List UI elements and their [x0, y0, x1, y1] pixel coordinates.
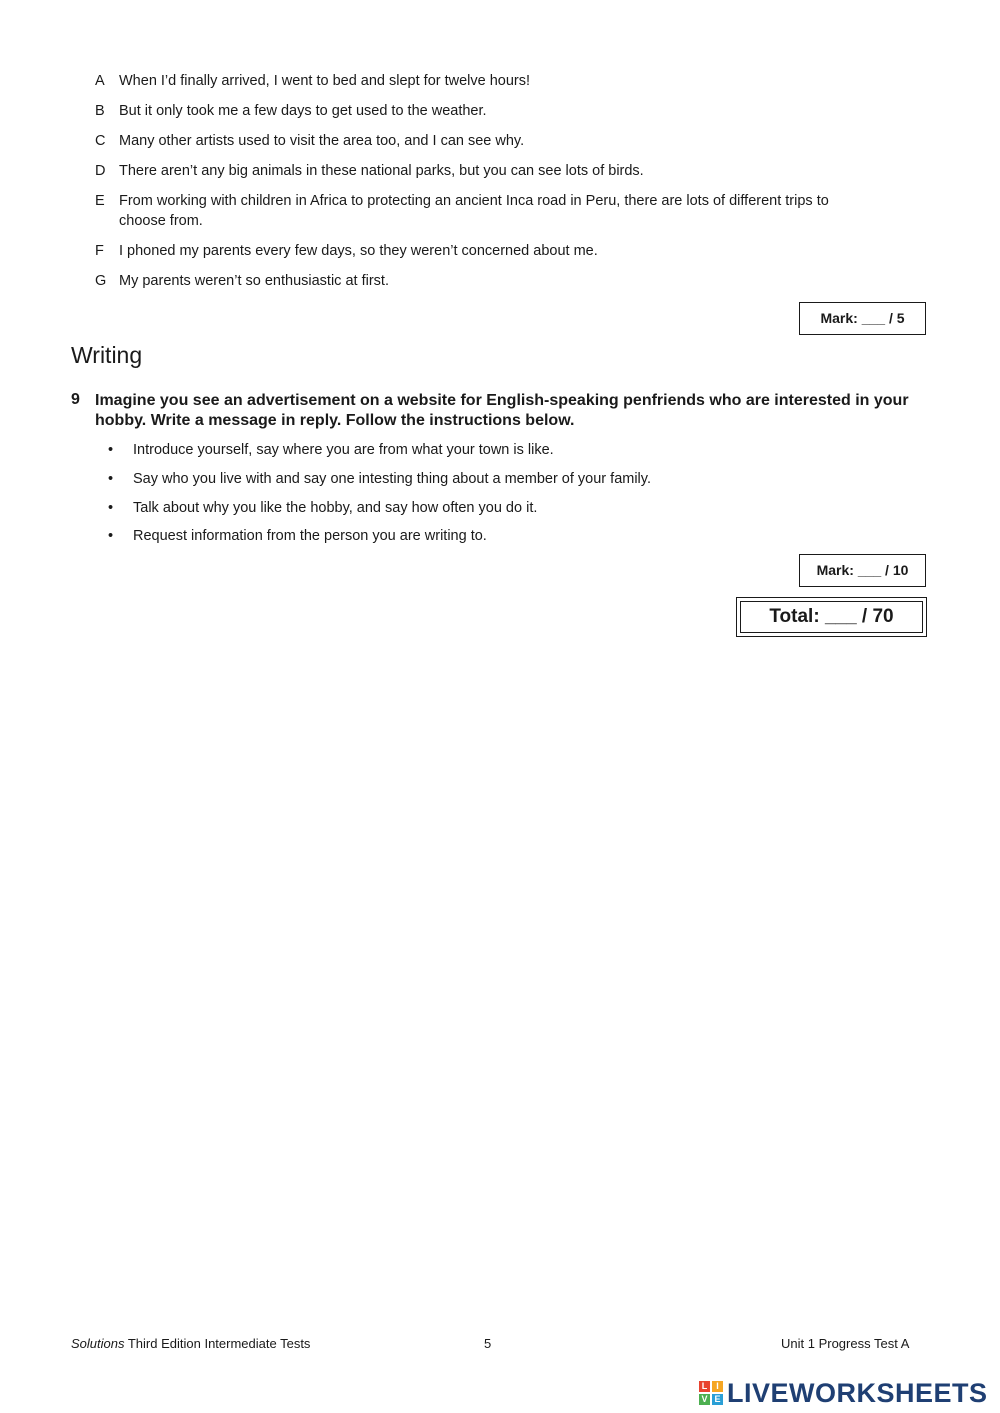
question-text: Imagine you see an advertisement on a website for English-speaking penfriends who are interested in your hobby. Write a message in reply. Follow the instructions below.	[95, 392, 909, 429]
total-label: Total: ___ / 70	[740, 601, 923, 633]
page-number: 5	[484, 1336, 492, 1351]
logo-wordmark: LIVEWORKSHEETS	[727, 1377, 988, 1408]
option-text: My parents weren’t so enthusiastic at first.	[119, 273, 389, 289]
mark-box-writing: Mark: ___ / 10	[799, 554, 926, 587]
instruction-text: Introduce yourself, say where you are from what your town is like.	[133, 442, 554, 458]
bullet-icon: •	[108, 500, 114, 516]
option-letter: G	[95, 273, 107, 289]
logo-letter: I	[712, 1381, 723, 1392]
option-letter: B	[95, 103, 105, 119]
option-text: But it only took me a few days to get used to the weather.	[119, 103, 487, 119]
option-text: From working with children in Africa to protecting an ancient Inca road in Peru, there are lots of different trips to choose from.	[119, 193, 829, 229]
logo-letter: V	[699, 1394, 710, 1405]
option-letter: C	[95, 133, 106, 149]
option-text: When I’d finally arrived, I went to bed and slept for twelve hours!	[119, 73, 531, 89]
footer-title	[71, 1336, 310, 1351]
instruction-text: Talk about why you like the hobby, and say how often you do it.	[133, 500, 538, 516]
option-text: Many other artists used to visit the area too, and I can see why.	[119, 133, 525, 149]
option-text: I phoned my parents every few days, so they weren’t concerned about me.	[119, 243, 598, 259]
logo-letter: E	[712, 1394, 723, 1405]
mark-box-reading: Mark: ___ / 5	[799, 302, 926, 335]
instruction-text: Say who you live with and say one intesting thing about a member of your family.	[133, 471, 651, 487]
section-heading-writing: Writing	[71, 342, 143, 368]
instruction-text: Request information from the person you are writing to.	[133, 528, 487, 544]
footer-title-rest: Third Edition Intermediate Tests	[124, 1336, 311, 1351]
option-letter: F	[95, 243, 104, 259]
option-letter: D	[95, 163, 106, 179]
logo-letter: L	[699, 1381, 710, 1392]
option-letter: A	[95, 73, 105, 89]
option-text: There aren’t any big animals in these national parks, but you can see lots of birds.	[119, 163, 644, 179]
bullet-icon: •	[108, 528, 114, 544]
footer-title-italic: Solutions	[71, 1336, 125, 1351]
total-box	[736, 597, 927, 637]
question-number: 9	[71, 391, 80, 408]
logo-mark-icon	[699, 1381, 723, 1405]
footer-unit: Unit 1 Progress Test A	[781, 1336, 910, 1351]
bullet-icon: •	[108, 471, 114, 487]
bullet-icon: •	[108, 442, 114, 458]
liveworksheets-logo	[699, 1378, 988, 1408]
option-letter: E	[95, 193, 105, 209]
